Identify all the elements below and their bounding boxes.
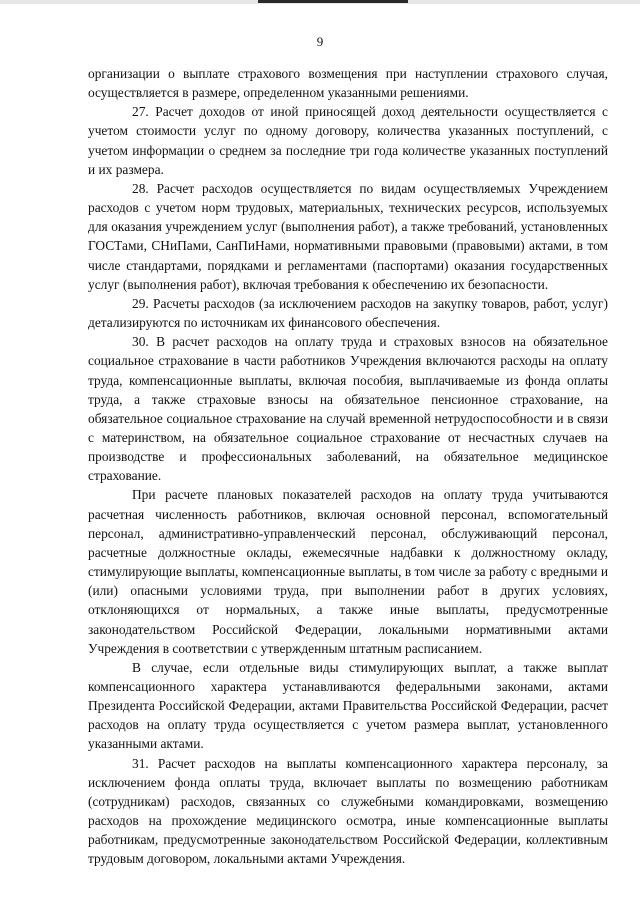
paragraph-planned-labor-costs: При расчете плановых показателей расходов на оплату труда учитываются расчетная численность работников, включая основной персонал, вспомогательный персонал, административно-управленческий персонал, обслуживающий персонал, расчетные должностные оклады, ежемесячные надбавки к должностному окладу, стимулирующие выплаты, компенсационные выплаты, в том числе за работу с вредными и (или) опасными условиями труда, при выполнении работ в других условиях, отклоняющихся от нормальных, а также иные выплаты, предусмотренные законодательством Российской Федерации, локальными нормативными актами Учреждения в соответствии с утвержденным штатным расписанием. bbox=[88, 487, 608, 656]
scan-artifact-mark bbox=[258, 0, 408, 3]
page-number: 9 bbox=[316, 34, 324, 49]
paragraph-31: 31. Расчет расходов на выплаты компенсационного характера персоналу, за исключением фонда оплаты труда, включает выплаты по возмещению работникам (сотрудникам) расходов, связанных со служебными командировками, возмещению расходов на прохождение медицинского осмотра, иные компенсационные выплаты работникам, предусмотренные законодательством Российской Федерации, коллективным трудовым договором, локальными актами Учреждения. bbox=[88, 755, 608, 867]
paragraph-28: 28. Расчет расходов осуществляется по видам осуществляемых Учреждением расходов с учетом норм трудовых, материальных, технических ресурсов, используемых для оказания учреждением услуг (выполнения работ), а также требований, установленных ГОСТами, СНиПами, СанПиНами, нормативными правовыми (правовыми) актами, в том числе стандартами, порядками и регламентами (паспортами) оказания государственных услуг (выполнения работ), включая требования к обеспечению их безопасности. bbox=[88, 180, 608, 292]
document-body bbox=[88, 64, 608, 869]
paragraph-continuation: организации о выплате страхового возмещения при наступлении страхового случая, осуществляется в размере, определенном указанными решениями. bbox=[88, 66, 608, 101]
paragraph-27: 27. Расчет доходов от иной приносящей доход деятельности осуществляется с учетом стоимости услуг по одному договору, количества указанных поступлений, с учетом информации о среднем за последние три года количестве указанных поступлений и их размера. bbox=[88, 104, 608, 177]
paragraph-30: 30. В расчет расходов на оплату труда и страховых взносов на обязательное социальное страхование в части работников Учреждения включаются расходы на оплату труда, компенсационные выплаты, включая пособия, выплачиваемые из фонда оплаты труда, а также страховые взносы на обязательное пенсионное страхование, на обязательное социальное страхование на случай временной нетрудоспособности и в связи с материнством, на обязательное социальное страхование от несчастных случаев на производстве и профессиональных заболеваний, на обязательное медицинское страхование. bbox=[88, 334, 608, 484]
paragraph-federal-acts: В случае, если отдельные виды стимулирующих выплат, а также выплат компенсационного характера устанавливаются федеральными законами, актами Президента Российской Федерации, актами Правительства Российской Федерации, расчет расходов на оплату труда осуществляется с учетом размера выплат, установленного указанными актами. bbox=[88, 659, 608, 752]
paragraph-29: 29. Расчеты расходов (за исключением расходов на закупку товаров, работ, услуг) детализируются по источникам их финансового обеспечения. bbox=[88, 295, 608, 331]
